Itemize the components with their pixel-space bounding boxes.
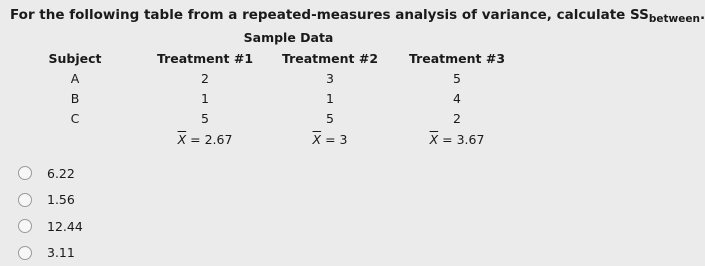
question-suffix: . xyxy=(699,7,705,23)
mean-symbol: $\overline{X}$ xyxy=(429,132,439,147)
answer-option[interactable] xyxy=(18,213,83,240)
answer-option[interactable] xyxy=(18,240,83,266)
answer-option-label: 1.56 xyxy=(47,192,75,208)
mean-treatment-1 xyxy=(155,129,255,151)
answer-option[interactable] xyxy=(18,187,83,214)
cell-t1-c: 5 xyxy=(201,111,209,126)
question-subscript: between xyxy=(648,13,700,25)
header-treatment-3: Treatment #3 xyxy=(408,51,506,66)
answer-options xyxy=(18,160,83,266)
mean-value: = 2.67 xyxy=(190,132,233,147)
radio-button[interactable] xyxy=(18,219,32,233)
mean-treatment-3 xyxy=(407,129,507,151)
cell-t2-b: 1 xyxy=(326,91,334,106)
column-treatment-3 xyxy=(407,49,507,151)
column-treatment-2 xyxy=(280,49,380,151)
radio-button[interactable] xyxy=(18,193,32,207)
cell-subject-a: A xyxy=(70,71,80,86)
mean-treatment-2 xyxy=(280,129,380,151)
mean-value: = 3 xyxy=(325,132,348,147)
question-text xyxy=(10,7,705,25)
answer-option[interactable] xyxy=(18,160,83,187)
answer-option-label: 6.22 xyxy=(47,165,75,181)
cell-t2-a: 3 xyxy=(326,71,334,86)
cell-subject-c: C xyxy=(70,111,80,126)
cell-t1-a: 2 xyxy=(201,71,209,86)
header-subject: Subject xyxy=(48,51,102,66)
question-stem: For the following table from a repeated-measures analysis of variance, calculate SS xyxy=(10,7,649,23)
answer-option-label: 12.44 xyxy=(47,218,83,234)
cell-t3-a: 5 xyxy=(453,71,461,86)
cell-t3-b: 4 xyxy=(453,91,461,106)
mean-symbol: $\overline{X}$ xyxy=(312,132,322,147)
cell-t1-b: 1 xyxy=(201,91,209,106)
answer-option-label: 3.11 xyxy=(47,245,75,261)
mean-value: = 3.67 xyxy=(442,132,485,147)
cell-subject-b: B xyxy=(70,91,80,106)
table-caption: Sample Data xyxy=(243,30,334,45)
radio-button[interactable] xyxy=(18,166,32,180)
column-subject xyxy=(40,49,110,129)
cell-t3-c: 2 xyxy=(453,111,461,126)
mean-symbol: $\overline{X}$ xyxy=(177,132,187,147)
header-treatment-1: Treatment #1 xyxy=(156,51,254,66)
radio-button[interactable] xyxy=(18,246,32,260)
column-treatment-1 xyxy=(155,49,255,151)
header-treatment-2: Treatment #2 xyxy=(281,51,379,66)
cell-t2-c: 5 xyxy=(326,111,334,126)
